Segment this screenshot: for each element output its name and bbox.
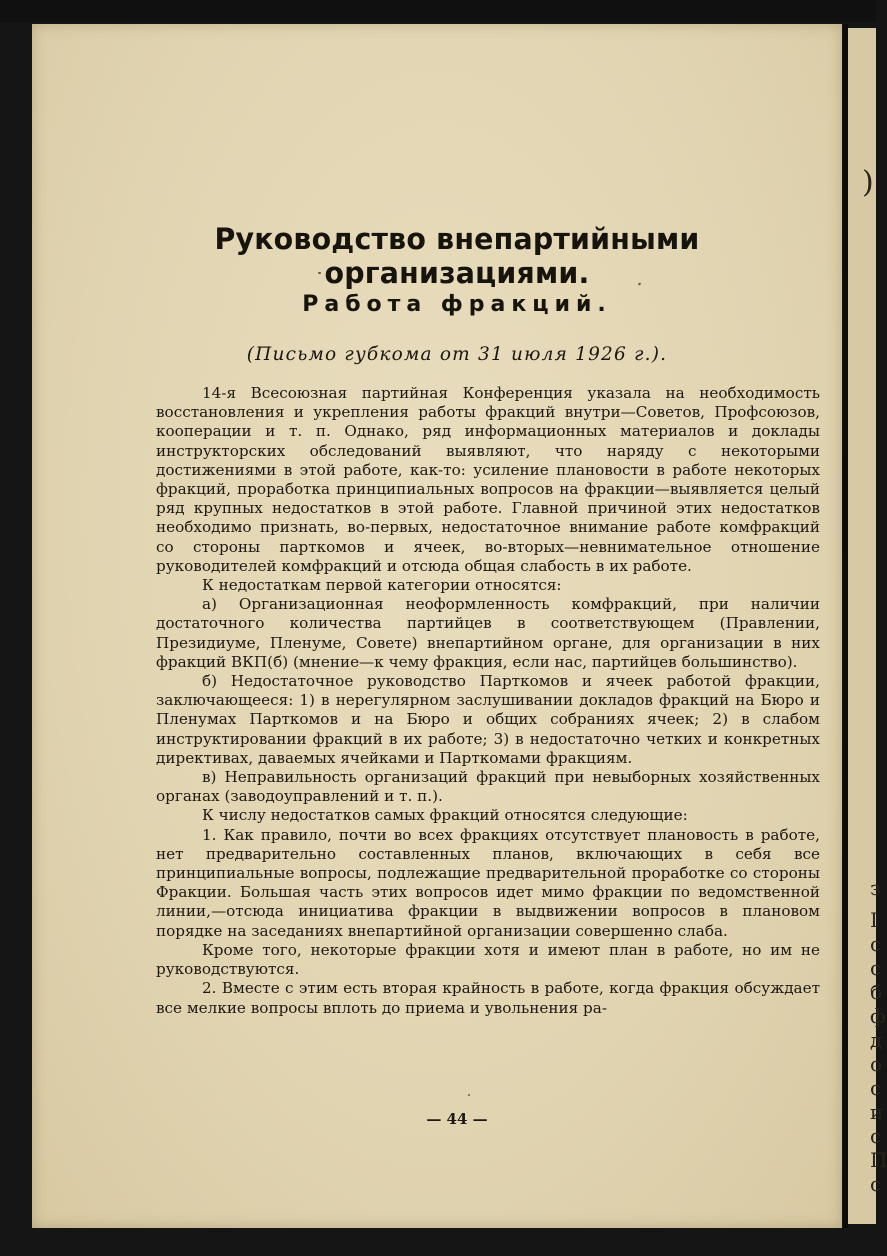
- paragraph-item-b: б) Недостаточное руководство Парткомов и ячеек работой фракции, заключающееся: 1) в нерегулярном заслушивании докладов фракций на Бюро и Пленумах Парткомов и на Бюро и общих собраниях ячеек; 2) в слабом инструктировании фракций в их работе; 3) в недостаточно четких и конкретных директивах, даваемых ячейками и Парткомами фракциям.: [156, 672, 820, 767]
- paragraph-besides: Кроме того, некоторые фракции хотя и имеют план в работе, но им не руководствуются.: [156, 940, 820, 979]
- section-subtitle: Работа фракций.: [302, 292, 612, 317]
- letter-reference: (Письмо губкома от 31 июля 1926 г.).: [246, 344, 668, 365]
- paragraph-first-category: К недостаткам первой категории относятся:: [202, 576, 562, 595]
- page-number: — 44 —: [426, 1110, 488, 1128]
- paper-speck: [318, 272, 321, 274]
- paragraph-point-1: 1. Как правило, почти во всех фракциях отсутствует плановость в работе, нет предварительно составленных планов, включающих в себя все принципиальные вопросы, подлежащие предварительной проработке со стороны Фракции. Большая часть этих вопросов идет мимо фракции по ведомственной линии,—отсюда инициатива фракции в выдвижении вопросов в плановом порядке на заседаниях внепартийной организации совершенно слаба.: [156, 825, 820, 940]
- neighbor-glyph: с: [870, 932, 882, 956]
- paragraph-item-v: в) Неправильность организаций фракций при невыборных хозяйственных органах (заводоуправлений и т. п.).: [156, 768, 820, 806]
- neighbor-glyph: и: [870, 1100, 884, 1124]
- neighbor-glyph: I: [870, 908, 878, 932]
- neighbor-glyph: с: [870, 1172, 882, 1196]
- paper-speck: [468, 1094, 470, 1096]
- neighbor-glyph: ф: [870, 1004, 886, 1028]
- neighbor-glyph: б: [870, 980, 883, 1004]
- scan-top-border: [0, 0, 876, 22]
- neighbor-glyph: с: [870, 1076, 882, 1100]
- neighbor-glyph: с: [870, 1124, 882, 1148]
- neighbor-glyph: с: [870, 956, 882, 980]
- paragraph-intro: 14-я Всесоюзная партийная Конференция указала на необходимость восстановления и укрепления работы фракций внутри—Советов, Профсоюзов, кооперации и т. п. Однако, ряд информационных материалов и доклады инструкторских обследований выявляют, что наряду с некоторыми достижениями в этой работе, как-то: усиление плановости в работе некоторых фракций, проработка принципиальных вопросов на фракции—выявляется целый ряд крупных недостатков в этой работе. Главной причиной этих недостатков необходимо признать, во-первых, недостаточное внимание работе комфракций со стороны парткомов и ячеек, во-вторых—невнимательное отношение руководителей комфракций и отсюда общая слабость в их работе.: [156, 384, 820, 575]
- neighbor-glyph: П: [870, 1148, 887, 1172]
- paragraph-point-2: 2. Вместе с этим есть вторая крайность в работе, когда фракция обсуждает все мелкие вопросы вплоть до приема и увольнения ра-: [156, 979, 820, 1017]
- neighbor-page-edge: [848, 28, 887, 1224]
- page-title: Руководство внепартийными организациями.: [214, 222, 700, 290]
- paragraph-fraction-shortcomings: К числу недостатков самых фракций относятся следующие:: [202, 806, 688, 825]
- neighbor-glyph: д: [870, 1028, 883, 1052]
- neighbor-glyph: о: [870, 1052, 883, 1076]
- neighbor-glyph: з: [870, 876, 881, 900]
- paragraph-item-a: а) Организационная неоформленность комфракций, при наличии достаточного количества партийцев в соответствующем (Правлении, Президиуме, Пленуме, Совете) внепартийном органе, для организации в них фракций ВКП(б) (мнение—к чему фракция, если нас, партийцев большинство).: [156, 595, 820, 671]
- article-body: [156, 384, 820, 1018]
- neighbor-glyph: ): [862, 165, 874, 200]
